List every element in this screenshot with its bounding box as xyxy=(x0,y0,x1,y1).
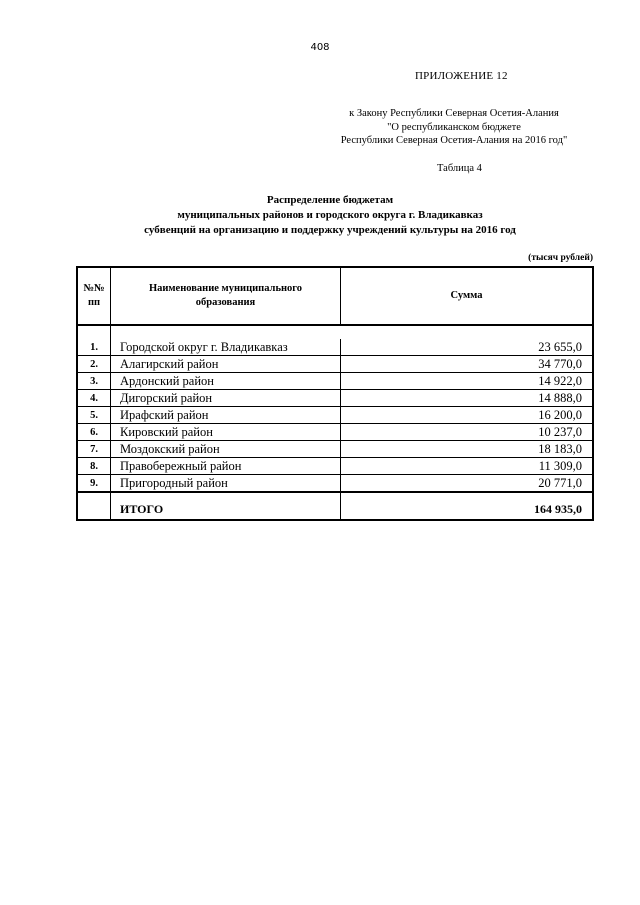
title-line-3: субвенций на организацию и поддержку учреждений культуры на 2016 год xyxy=(144,224,516,236)
law-reference-line-1: к Закону Республики Северная Осетия-Алания xyxy=(349,108,559,119)
table-row xyxy=(77,390,593,407)
row-sum: 20 771,0 xyxy=(341,475,594,493)
row-number: 7. xyxy=(77,441,111,458)
header-num: №№ пп xyxy=(77,267,111,325)
row-number: 9. xyxy=(77,475,111,493)
table-row xyxy=(77,356,593,373)
row-name: Алагирский район xyxy=(111,356,341,373)
row-sum: 11 309,0 xyxy=(341,458,594,475)
row-number: 5. xyxy=(77,407,111,424)
row-number: 1. xyxy=(77,339,111,356)
row-number: 8. xyxy=(77,458,111,475)
row-name: Моздокский район xyxy=(111,441,341,458)
header-sum: Сумма xyxy=(341,267,594,325)
table-row xyxy=(77,458,593,475)
row-name: Городской округ г. Владикавказ xyxy=(111,339,341,356)
row-name: Правобережный район xyxy=(111,458,341,475)
header-name: Наименование муниципального образования xyxy=(111,267,341,325)
row-sum: 23 655,0 xyxy=(341,339,594,356)
row-number: 6. xyxy=(77,424,111,441)
table-header-row xyxy=(77,267,593,325)
row-name: Дигорский район xyxy=(111,390,341,407)
title-line-2: муниципальных районов и городского округа г. Владикавказ xyxy=(177,209,483,221)
table-row xyxy=(77,441,593,458)
table-row xyxy=(77,424,593,441)
spacer-row xyxy=(77,325,593,339)
table-row xyxy=(77,339,593,356)
row-name: Кировский район xyxy=(111,424,341,441)
document-title xyxy=(60,193,600,238)
row-name: Ирафский район xyxy=(111,407,341,424)
title-line-1: Распределение бюджетам xyxy=(266,194,394,206)
table-row xyxy=(77,373,593,390)
row-name: Ардонский район xyxy=(111,373,341,390)
table-row xyxy=(77,475,593,493)
appendix-label: ПРИЛОЖЕНИЕ 12 xyxy=(415,70,508,82)
row-sum: 14 888,0 xyxy=(341,390,594,407)
total-row xyxy=(77,492,593,520)
page-number: 408 xyxy=(310,42,330,53)
table-label: Таблица 4 xyxy=(437,163,482,174)
row-number: 2. xyxy=(77,356,111,373)
row-sum: 10 237,0 xyxy=(341,424,594,441)
table-row xyxy=(77,407,593,424)
total-number xyxy=(77,492,111,520)
row-number: 3. xyxy=(77,373,111,390)
row-sum: 34 770,0 xyxy=(341,356,594,373)
row-sum: 16 200,0 xyxy=(341,407,594,424)
total-sum: 164 935,0 xyxy=(341,492,594,520)
row-name: Пригородный район xyxy=(111,475,341,493)
law-reference-line-3: Республики Северная Осетия-Алания на 2016 год" xyxy=(340,135,568,146)
unit-label: (тысяч рублей) xyxy=(528,253,593,263)
row-number: 4. xyxy=(77,390,111,407)
subsidy-table xyxy=(76,266,594,521)
row-sum: 18 183,0 xyxy=(341,441,594,458)
law-reference-line-2: "О республиканском бюджете xyxy=(387,121,521,133)
law-reference xyxy=(324,107,584,148)
total-label: ИТОГО xyxy=(111,492,341,520)
row-sum: 14 922,0 xyxy=(341,373,594,390)
